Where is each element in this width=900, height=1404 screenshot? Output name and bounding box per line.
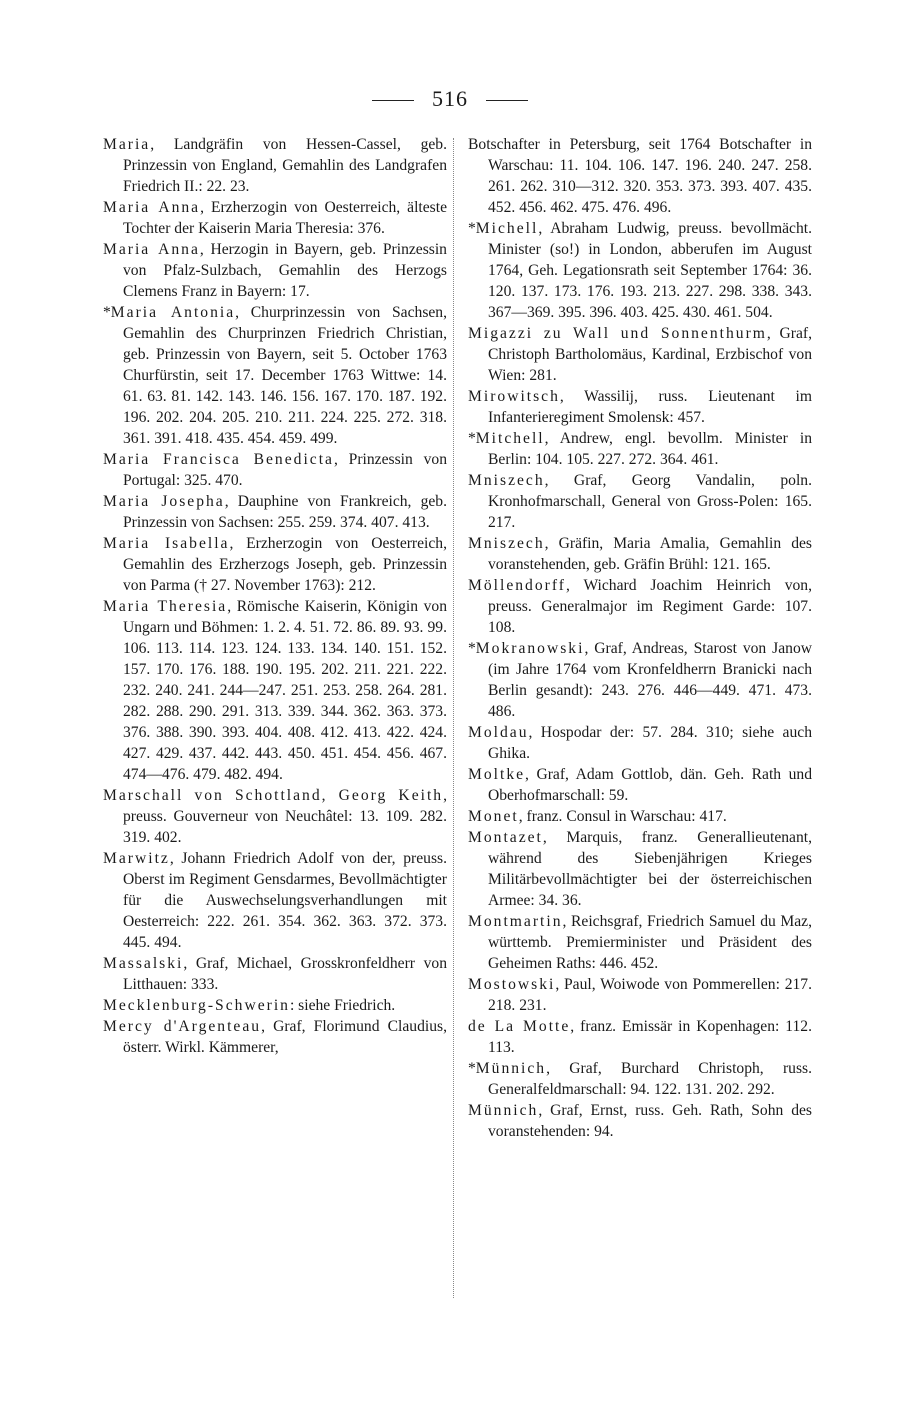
entry-name: Marschall von Schottland, Georg Keith <box>103 787 444 804</box>
index-entry <box>468 218 812 323</box>
page-header <box>0 86 900 112</box>
index-entry <box>103 848 447 953</box>
index-entry <box>103 596 447 785</box>
index-entry <box>468 638 812 722</box>
index-entry <box>468 764 812 806</box>
entry-name: Montmartin <box>468 913 563 930</box>
entry-text: , Johann Friedrich Adolf von der, preuss. Oberst im Regiment Gensdarmes, Bevollmächtigter für die Auswechselungsverhandlungen mit Oesterreich: 222. 261. 354. 362. 363. 372. 373. 445. 494. <box>123 850 447 951</box>
entry-name: Marwitz <box>103 850 170 867</box>
entry-text: , Hospodar der: 57. 284. 310; siehe auch Ghika. <box>488 724 812 762</box>
index-entry <box>103 302 447 449</box>
index-entry <box>103 1016 447 1058</box>
index-entry <box>103 953 447 995</box>
entry-text: , franz. Consul in Warschau: 417. <box>518 808 727 825</box>
entry-text: , Erzherzogin von Oesterreich, Gemahlin des Erzherzogs Joseph, geb. Prinzessin von Parma († 27. November 1763): 212. <box>123 535 447 594</box>
column-divider <box>453 138 454 1298</box>
entry-text: , Römische Kaiserin, Königin von Ungarn und Böhmen: 1. 2. 4. 51. 72. 86. 89. 93. 99. 106. 113. 114. 123. 124. 133. 134. 140. 151. 152. 157. 170. 176. 188. 190. 195. 202. 211. 221. 222. 232. 240. 241. 244—247. 251. 253. 258. 264. 281. 282. 288. 290. 291. 313. 339. 344. 362. 363. 373. 376. 388. 390. 393. 404. 408. 412. 413. 422. 424. 427. 429. 437. 442. 443. 450. 451. 454. 456. 467. 474—476. 479. 482. 494. <box>123 598 448 783</box>
entry-name: Maria Antonia <box>110 304 236 321</box>
index-entry <box>103 785 447 848</box>
entry-text: , Landgräfin von Hessen-Cassel, geb. Prinzessin von England, Gemahlin des Landgrafen Friedrich II.: 22. 23. <box>123 136 447 195</box>
index-entry <box>103 533 447 596</box>
index-entry <box>103 197 447 239</box>
entry-text: , Wassilij, russ. Lieutenant im Infanterieregiment Smolensk: 457. <box>488 388 812 426</box>
index-entry <box>468 1100 812 1142</box>
entry-text: , Gräfin, Maria Amalia, Gemahlin des voranstehenden, geb. Gräfin Brühl: 121. 165. <box>488 535 812 573</box>
index-entry <box>468 911 812 974</box>
entry-name: Münnich <box>475 1060 547 1077</box>
entry-name: Mercy d'Argenteau <box>103 1018 262 1035</box>
entry-name: Maria Theresia <box>103 598 228 615</box>
index-entry <box>468 1016 812 1058</box>
index-entry <box>103 491 447 533</box>
entry-name: Moldau <box>468 724 529 741</box>
entry-text: , Graf, Christoph Bartholomäus, Kardinal, Erzbischof von Wien: 281. <box>488 325 812 384</box>
entry-name: Mirowitsch <box>468 388 560 405</box>
entry-text: , Paul, Woiwode von Pommerellen: 217. 218. 231. <box>488 976 812 1014</box>
entry-name: de La Motte <box>468 1018 571 1035</box>
entry-name: Mitchell <box>475 430 545 447</box>
entry-text: , Prinzessin von Portugal: 325. 470. <box>123 451 447 489</box>
entry-marker: * <box>103 304 111 321</box>
entry-name: Mostowski <box>468 976 556 993</box>
entry-marker: * <box>468 640 476 657</box>
index-entry <box>468 722 812 764</box>
entry-text: , Herzogin in Bayern, geb. Prinzessin von Pfalz-Sulzbach, Gemahlin des Herzogs Clemens Franz in Bayern: 17. <box>123 241 447 300</box>
entry-name: Mniszech <box>468 472 545 489</box>
entry-text: Botschafter in Petersburg, seit 1764 Botschafter in Warschau: 11. 104. 106. 147. 196. 240. 247. 258. 261. 262. 310—312. 320. 353. 373. 393. 407. 435. 452. 456. 462. 475. 476. 496. <box>468 136 812 216</box>
index-entry <box>103 449 447 491</box>
entry-text: , Dauphine von Frankreich, geb. Prinzessin von Sachsen: 255. 259. 374. 407. 413. <box>123 493 447 531</box>
entry-name: Mniszech <box>468 535 545 552</box>
entry-text: , Graf, Burchard Christoph, russ. Generalfeldmarschall: 94. 122. 131. 202. 292. <box>488 1060 812 1098</box>
entry-name: Maria <box>103 136 151 153</box>
index-entry <box>468 974 812 1016</box>
entry-text: , Graf, Michael, Grosskronfeldherr von Litthauen: 333. <box>123 955 447 993</box>
entry-name: Mecklenburg-Schwerin <box>103 997 290 1014</box>
entry-text: , Graf, Florimund Claudius, österr. Wirkl. Kämmerer, <box>123 1018 447 1056</box>
entry-name: Mokranowski <box>475 640 585 657</box>
entry-name: Moltke <box>468 766 526 783</box>
entry-text: , Graf, Adam Gottlob, dän. Geh. Rath und Oberhofmarschall: 59. <box>488 766 812 804</box>
entry-name: Maria Anna <box>103 199 201 216</box>
index-entry <box>468 1058 812 1100</box>
entry-text: , Graf, Ernst, russ. Geh. Rath, Sohn des voranstehenden: 94. <box>488 1102 812 1140</box>
entry-text: , franz. Emissär in Kopenhagen: 112. 113. <box>488 1018 813 1056</box>
entry-text: , Andrew, engl. bevollm. Minister in Berlin: 104. 105. 227. 272. 364. 461. <box>488 430 812 468</box>
entry-name: Maria Anna <box>103 241 200 258</box>
entry-name: Münnich <box>468 1102 539 1119</box>
header-rule-right <box>486 100 528 101</box>
index-entry <box>468 470 812 533</box>
entry-name: Möllendorff <box>468 577 566 594</box>
entry-text: , Churprinzessin von Sachsen, Gemahlin des Churprinzen Friedrich Christian, geb. Prinzessin von Bayern, seit 5. October 1763 Churfürstin, seit 17. December 1763 Wittwe: 14. 61. 63. 81. 142. 143. 146. 156. 167. 170. 187. 192. 196. 202. 204. 205. 210. 211. 224. 225. 272. 318. 361. 391. 418. 435. 454. 459. 499. <box>123 304 447 447</box>
entry-text: , Graf, Andreas, Starost von Janow (im Jahre 1764 vom Kronfeldherrn Branicki nach Berlin gesandt): 243. 276. 446—449. 471. 473. 486. <box>488 640 812 720</box>
header-rule-left <box>372 100 414 101</box>
entry-text: , Graf, Georg Vandalin, poln. Kronhofmarschall, General von Gross-Polen: 165. 217. <box>488 472 812 531</box>
entry-name: Maria Francisca Benedicta <box>103 451 334 468</box>
index-entry <box>468 806 812 827</box>
entry-marker: * <box>468 430 476 447</box>
entry-text: , Abraham Ludwig, preuss. bevollmächt. Minister (so!) in London, abberufen im August 1764, Geh. Legationsrath seit September 1764: 36. 120. 137. 173. 176. 193. 213. 227. 298. 338. 343. 367—369. 395. 396. 403. 425. 430. 461. 504. <box>488 220 812 321</box>
entry-name: Michell <box>475 220 539 237</box>
entry-text: , Marquis, franz. Generallieutenant, während des Siebenjährigen Krieges Militärbevollmächtigter bei der österreichischen Armee: 34. 36. <box>488 829 812 909</box>
entry-text: , Erzherzogin von Oesterreich, älteste Tochter der Kaiserin Maria Theresia: 376. <box>123 199 447 237</box>
index-entry <box>468 533 812 575</box>
entry-text: : siehe Friedrich. <box>289 997 396 1014</box>
entry-marker: * <box>468 1060 476 1077</box>
index-entry <box>468 428 812 470</box>
index-entry <box>103 995 447 1016</box>
entry-text: , Reichsgraf, Friedrich Samuel du Maz, württemb. Premierminister und Präsident des Geheimen Raths: 446. 452. <box>488 913 812 972</box>
index-entry <box>468 575 812 638</box>
entry-text: , Wichard Joachim Heinrich von, preuss. Generalmajor im Regiment Garde: 107. 108. <box>488 577 812 636</box>
index-entry <box>103 134 447 197</box>
index-entry <box>103 239 447 302</box>
entry-name: Migazzi zu Wall und Sonnenthurm <box>468 325 767 342</box>
entry-name: Maria Josepha <box>103 493 225 510</box>
entry-marker: * <box>468 220 476 237</box>
index-entry <box>468 827 812 911</box>
entry-name: Monet <box>468 808 519 825</box>
entry-name: Maria Isabella <box>103 535 230 552</box>
left-column <box>103 134 447 1058</box>
page-number: 516 <box>432 86 468 111</box>
entry-name: Montazet <box>468 829 543 846</box>
index-entry <box>468 386 812 428</box>
right-column <box>468 134 812 1142</box>
entry-name: Massalski <box>103 955 184 972</box>
index-entry <box>468 323 812 386</box>
index-entry <box>468 134 812 218</box>
entry-text: , preuss. Gouverneur von Neuchâtel: 13. 109. 282. 319. 402. <box>123 787 447 846</box>
